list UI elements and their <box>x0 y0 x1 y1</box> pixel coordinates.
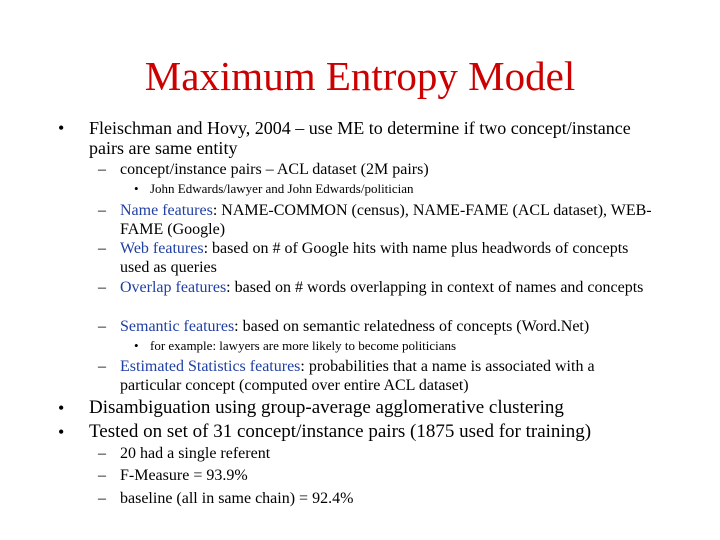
subbullet-text <box>120 239 658 277</box>
feature-label: Semantic features <box>120 318 235 335</box>
feature-label: Overlap features <box>120 279 227 296</box>
feature-description: : probabilities that a name is associated with a particular concept (computed over entire ACL dataset) <box>120 358 595 394</box>
subsubbullet-john-edwards <box>134 181 654 197</box>
feature-label: Estimated Statistics features <box>120 358 301 375</box>
subbullet-estimated-statistics <box>98 357 658 395</box>
subsubbullet-text: for example: lawyers are more likely to become politicians <box>150 338 457 353</box>
subbullet-semantic-features <box>98 317 658 336</box>
feature-label: Web features <box>120 240 204 257</box>
bullet-disambiguation <box>58 397 668 419</box>
subbullet-text <box>120 278 658 297</box>
dash-marker: – <box>98 318 106 335</box>
bullet-marker: • <box>58 398 65 418</box>
subbullet-web-features <box>98 239 658 277</box>
slide-title: Maximum Entropy Model <box>144 53 576 99</box>
subbullet-text <box>120 317 658 336</box>
dash-marker: – <box>98 279 106 296</box>
bullet-marker: • <box>58 422 65 442</box>
bullet-marker: • <box>134 181 139 196</box>
dash-marker: – <box>98 240 106 257</box>
subbullet-text: 20 had a single referent <box>120 445 271 462</box>
subbullet-concept-instance-pairs <box>98 160 658 179</box>
subbullet-text <box>120 201 658 239</box>
subbullet-single-referent <box>98 444 658 463</box>
subbullet-text: F-Measure = 93.9% <box>120 467 248 484</box>
feature-description: : based on # words overlapping in context of names and concepts <box>226 279 644 296</box>
feature-description: : NAME-COMMON (census), NAME-FAME (ACL dataset), WEB-FAME (Google) <box>120 202 652 238</box>
dash-marker: – <box>98 358 106 375</box>
subbullet-text: concept/instance pairs – ACL dataset (2M pairs) <box>120 161 429 178</box>
dash-marker: – <box>98 445 106 462</box>
bullet-text: Fleischman and Hovy, 2004 – use ME to determine if two concept/instance pairs are same entity <box>89 118 631 158</box>
feature-description: : based on # of Google hits with name plus headwords of concepts used as queries <box>120 240 629 276</box>
bullet-text: Disambiguation using group-average agglomerative clustering <box>89 397 564 418</box>
subbullet-text: baseline (all in same chain) = 92.4% <box>120 490 354 507</box>
feature-label: Name features <box>120 202 213 219</box>
subbullet-f-measure <box>98 466 658 485</box>
bullet-marker: • <box>58 118 65 138</box>
bullet-tested <box>58 421 668 443</box>
bullet-marker: • <box>134 338 139 353</box>
subbullet-text <box>120 357 658 395</box>
bullet-text: Tested on set of 31 concept/instance pairs (1875 used for training) <box>89 421 592 442</box>
subsubbullet-lawyers-example <box>134 338 654 354</box>
feature-description: : based on semantic relatedness of concepts (Word.Net) <box>234 318 590 335</box>
dash-marker: – <box>98 202 106 219</box>
subbullet-name-features <box>98 201 658 239</box>
dash-marker: – <box>98 490 106 507</box>
bullet-fleischman-hovy <box>58 118 668 158</box>
subsubbullet-text: John Edwards/lawyer and John Edwards/politician <box>150 181 414 196</box>
dash-marker: – <box>98 467 106 484</box>
subbullet-overlap-features <box>98 278 658 297</box>
dash-marker: – <box>98 161 106 178</box>
subbullet-baseline <box>98 489 658 508</box>
